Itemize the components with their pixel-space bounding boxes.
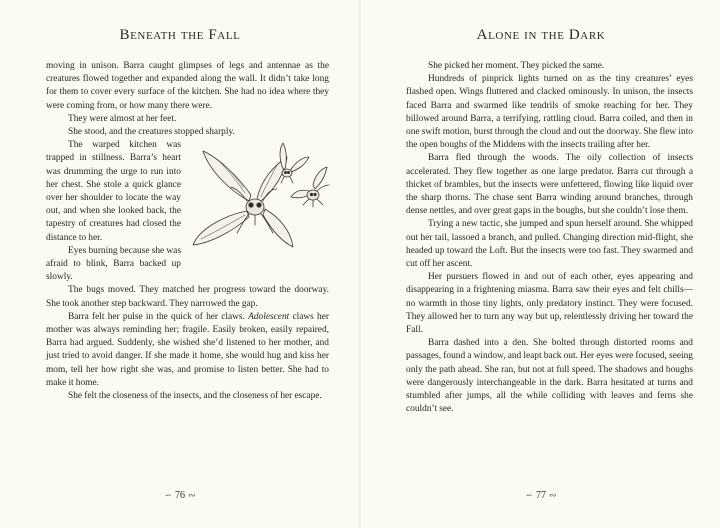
- paragraph-text: The warped kitchen was trapped in stillness. Barra’s heart was drumming the urge to run into her chest. She stole a quick glance over her shoulder to locate the way out, and when she looked back, the tapestry of creatures had closed the distance to her.: [46, 140, 181, 243]
- paragraph: [46, 311, 329, 390]
- folio-ornament-icon: ∾: [188, 490, 196, 500]
- right-folio: [362, 490, 720, 501]
- paragraph: Her pursuers flowed in and out of each other, eyes appearing and disappearing in a frightening miasma. Barra saw their eyes and felt chills—no warmth in those tiny lights, only predatory instinct. They were focused. They allowed her to turn any way but up, relentlessly driving her toward the Fall.: [406, 272, 693, 336]
- folio-ornament-icon: ∽: [525, 490, 533, 500]
- folio-ornament-icon: ∾: [549, 490, 557, 500]
- paragraph: They were almost at her feet.: [68, 113, 177, 124]
- paragraph: Trying a new tactic, she jumped and spun herself around. She whipped out her tail, lassoed a branch, and pulled. Changing direction mid-flight, she headed up toward the Loft. But the insects were too fast. They swarmed and cut off her ascent.: [406, 219, 693, 270]
- page-number: 77: [536, 490, 546, 501]
- folio-ornament-icon: ∽: [164, 490, 172, 500]
- italic-word: Adolescent: [248, 311, 290, 322]
- paragraph: She stood, and the creatures stopped sharply.: [68, 127, 235, 138]
- paragraph: She felt the closeness of the insects, and the closeness of her escape.: [68, 391, 322, 402]
- right-running-head: Alone in the Dark: [476, 27, 606, 43]
- text-run: claws her mother was always reminding her; fragile. Easily broken, easily repaired, Barra had argued. Suddenly, she wished she’d listened to her mother, and just tried to avoid danger. If she made it home, she would hug and kiss her mom, tell her how right she was, and promise to listen better. She had to make it home.: [46, 311, 329, 388]
- paragraph: Barra dashed into a den. She bolted through distorted rooms and passages, found a window, and leapt back out. Her eyes were focused, seeing only the path ahead. She ran, but not at full speed. The shadows and boughs were dangerously interchangeable in the dark. Barra hesitated at turns and stumbled after jumps, all the while colliding with leaves and ferns she couldn’t see.: [406, 338, 693, 415]
- paragraph: She picked her moment. They picked the same.: [428, 61, 605, 71]
- left-body-text: [46, 60, 329, 403]
- right-body-text: [406, 60, 693, 416]
- paragraph: Eyes burning because she was afraid to blink, Barra backed up slowly.: [46, 245, 181, 283]
- paragraph: The bugs moved. They matched her progress toward the doorway. She took another step backward. They narrowed the gap.: [46, 285, 329, 309]
- left-folio: [0, 490, 360, 501]
- paragraph: Barra fled through the woods. The oily collection of insects accelerated. They flew together as one large predator. Barra cut through a thicket of brambles, but the insects were unfettered, flowing like liquid over the sharp thorns. The chase sent Barra winding around branches, through dense nettles, and over great gaps in the boughs, but she couldn’t lose them.: [406, 153, 693, 217]
- insect-swarm-illustration: [187, 139, 335, 257]
- paragraph: Hundreds of pinprick lights turned on as the tiny creatures’ eyes flashed open. Wings fluttered and clacked ominously. In unison, the insects faced Barra and swarmed like tendrils of smoke reaching for her. They billowed around Barra, a terrifying, rattling cloud. Barra coiled, and then in one swift motion, burst through the cloud and out the doorway. She flew into the open boughs of the Middens with the insects trailing after her.: [406, 74, 693, 151]
- left-running-head: Beneath the Fall: [119, 27, 241, 43]
- text-run: Barra felt her pulse in the quick of her claws.: [68, 311, 249, 322]
- paragraph: moving in unison. Barra caught glimpses of legs and antennae as the creatures flowed together and expanded along the wall. It didn’t take long for them to cover every surface of the kitchen. She had no idea where they were coming from, or how many there were.: [46, 61, 329, 111]
- right-page: [362, 0, 720, 528]
- page-number: 76: [175, 490, 185, 501]
- paragraph-with-illustration: [46, 139, 329, 245]
